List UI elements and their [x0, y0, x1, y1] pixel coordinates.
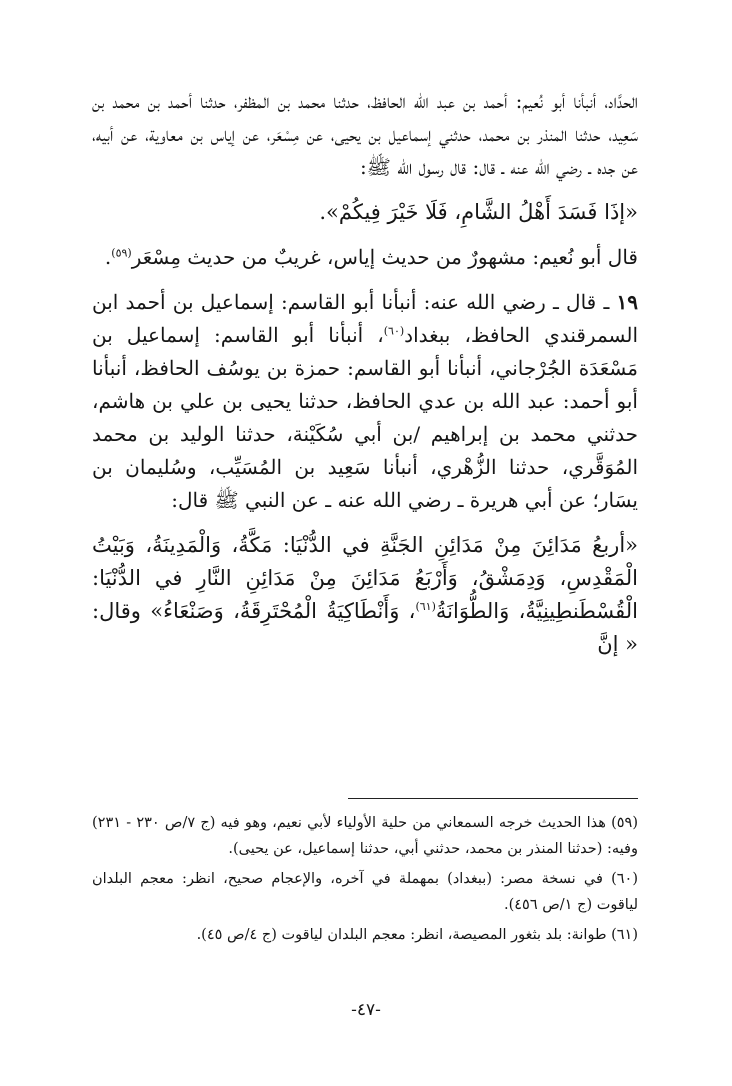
footnote-separator: [348, 798, 638, 799]
hadith-19-isnad-a: ـ قال ـ رضي الله عنه: أنبأنا أبو القاسم: إسماعيل بن أحمد ابن السمرقندي الحافظ، ببغداد: [92, 290, 639, 347]
hadith-quote: «إذَا فَسَدَ أَهْلُ الشَّامِ، فَلَا خَيْرَ فِيكُمْ».: [319, 200, 638, 224]
footnotes: [92, 810, 638, 952]
footnote-61: (٦١) طوانة: بلد بثغور المصيصة، انظر: معجم البلدان لياقوت (ج ٤/ص ٤٥).: [196, 927, 638, 943]
footnote-ref-59: (٥٩): [111, 246, 132, 260]
footnote-ref-61: (٦١): [415, 600, 436, 613]
footnote-60: (٦٠) في نسخة مصر: (ببغداد) بمهملة في آخره، والإعجام صحيح، انظر: معجم البلدان لياقوت (ج ١/ص ٤٥٦).: [92, 871, 638, 913]
footnote-ref-60: (٦٠): [383, 324, 405, 338]
hadith-number: ١٩: [616, 290, 638, 314]
main-text: [92, 85, 638, 661]
commentary-text: قال أبو نُعيم: مشهورٌ من حديث إياس، غريبٌ من حديث مِسْعَر: [131, 245, 638, 269]
hadith-19-isnad-b: ، أنبأنا أبو القاسم: إسماعيل بن مَسْعَدَة الجُرْجاني، أنبأنا أبو القاسم: حمزة بن يوسُف الحافظ، أنبأنا أبو أحمد: عبد الله بن عدي الحافظ، حدثنا يحيى بن علي بن هاشم، حدثني محمد بن إبراهيم /بن أبي سُكَيْنة، حدثنا الوليد بن محمد المُوَقَّري، حدثنا الزُّهْري، أنبأنا سَعِيد بن المُسَيِّب، وسُليمان بن يسَار؛ عن أبي هريرة ـ رضي الله عنه ـ عن النبي ﷺ قال:: [92, 323, 638, 512]
hadith-19-quote: [92, 529, 638, 661]
commentary-paragraph: [92, 241, 638, 274]
hadith-19-paragraph: [92, 286, 638, 517]
commentary-end: .: [104, 245, 112, 269]
page-number: -٤٧-: [351, 1000, 381, 1020]
footnote-59: (٥٩) هذا الحديث خرجه السمعاني من حلية الأولياء لأبي نعيم، وهو فيه (ج ٧/ص ٢٣٠ - ٢٣١) وفيه: (حدثنا المنذر بن محمد، حدثني أبي، حدثنا إسماعيل، عن يحيى).: [92, 815, 638, 857]
quote-part-a: «أربعُ مَدَائِنَ مِنْ مَدَائِنِ الجَنَّةِ في الدُّنْيَا: مَكَّةُ، وَالْمَدِينَةُ، وَبَيْتُ الْمَقْدِسِ، وَدِمَشْقُ، وَأَرْبَعُ مَدَائِنَ مِنْ مَدَائِنِ النَّارِ في الدُّنْيَا: الْقُسْطَنطِينِيَّةُ، وَالطُّوَانَةُ: [92, 533, 638, 623]
isnad-paragraph: الحدَّاد، أنبأنا أبو نُعيم: أحمد بن عبد الله الحافظ، حدثنا محمد بن المظفر، حدثنا أحمد بن محمد بن سَعِيد، حدثنا المنذر بن محمد، حدثني إسماعيل بن يحيى، عن مِسْعَر، عن إياس بن معاوية، عن أبيه، عن جده ـ رضي الله عنه ـ قال: قال رسول الله ﷺ:: [92, 89, 638, 179]
quote-part-b: ، وَأَنْطَاكِيَةُ الْمُحْتَرِقَةُ، وَصَنْعَاءُ» وقال: « إنَّ: [92, 599, 638, 656]
